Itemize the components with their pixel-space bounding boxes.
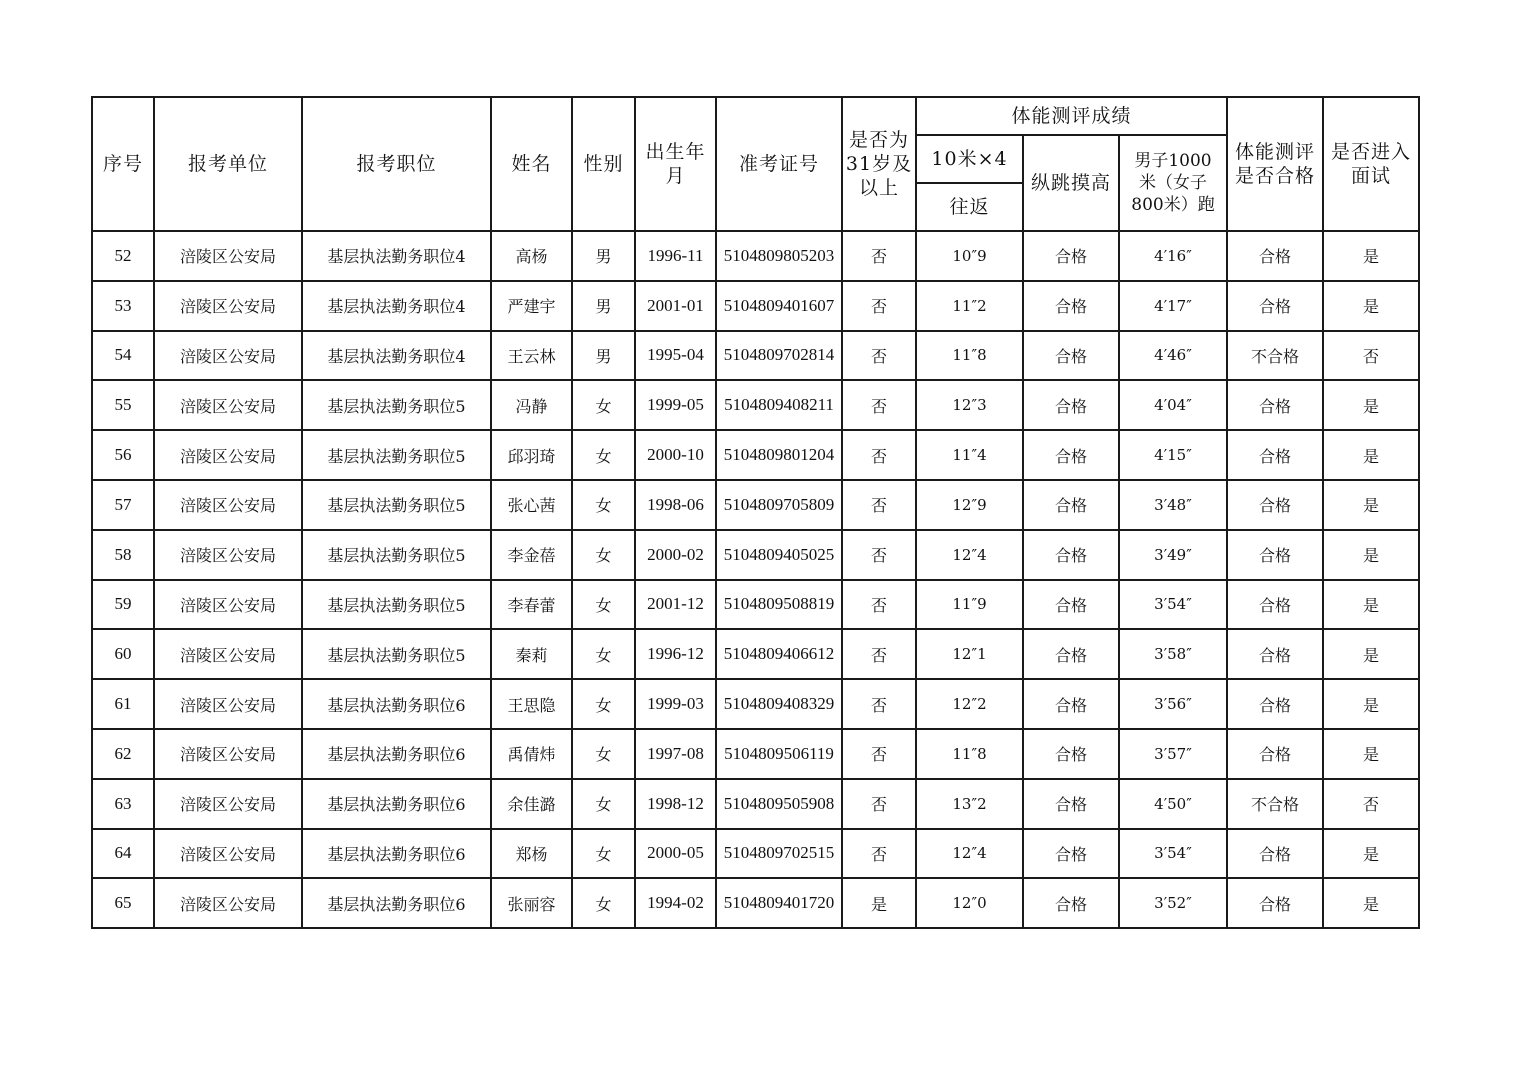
cell-pass: 合格 — [1227, 480, 1323, 530]
cell-position: 基层执法勤务职位6 — [302, 679, 491, 729]
cell-gender: 男 — [572, 281, 635, 331]
cell-seq: 57 — [92, 480, 154, 530]
cell-age31: 否 — [842, 430, 916, 480]
cell-exam-no: 5104809705809 — [716, 480, 842, 530]
cell-age31: 否 — [842, 679, 916, 729]
table-row — [92, 679, 1419, 729]
cell-name: 张丽容 — [491, 878, 572, 928]
cell-position: 基层执法勤务职位5 — [302, 580, 491, 630]
cell-jump: 合格 — [1023, 580, 1119, 630]
cell-interview: 是 — [1323, 231, 1419, 281]
cell-seq: 55 — [92, 380, 154, 430]
cell-gender: 女 — [572, 829, 635, 879]
cell-position: 基层执法勤务职位6 — [302, 779, 491, 829]
cell-exam-no: 5104809401607 — [716, 281, 842, 331]
cell-interview: 是 — [1323, 829, 1419, 879]
fitness-results-table — [91, 96, 1420, 929]
header-run-line-1: 男子1000 — [1134, 151, 1212, 171]
cell-gender: 女 — [572, 779, 635, 829]
cell-jump: 合格 — [1023, 878, 1119, 928]
cell-interview: 是 — [1323, 530, 1419, 580]
cell-jump: 合格 — [1023, 629, 1119, 679]
cell-shuttle: 12″1 — [916, 629, 1023, 679]
header-fitness-group: 体能测评成绩 — [916, 97, 1227, 135]
cell-unit: 涪陵区公安局 — [154, 729, 302, 779]
table-row — [92, 530, 1419, 580]
cell-shuttle: 13″2 — [916, 779, 1023, 829]
header-interview-line-1: 是否进入 — [1330, 141, 1411, 163]
cell-age31: 否 — [842, 231, 916, 281]
cell-interview: 是 — [1323, 430, 1419, 480]
cell-interview: 否 — [1323, 331, 1419, 381]
cell-exam-no: 5104809506119 — [716, 729, 842, 779]
cell-gender: 女 — [572, 878, 635, 928]
cell-birth: 1998-12 — [635, 779, 716, 829]
cell-gender: 女 — [572, 729, 635, 779]
cell-shuttle: 11″4 — [916, 430, 1023, 480]
cell-gender: 女 — [572, 380, 635, 430]
header-age31-line-2: 31岁及 — [845, 153, 913, 175]
cell-position: 基层执法勤务职位5 — [302, 629, 491, 679]
cell-age31: 否 — [842, 480, 916, 530]
cell-position: 基层执法勤务职位5 — [302, 530, 491, 580]
cell-age31: 否 — [842, 729, 916, 779]
cell-name: 郑杨 — [491, 829, 572, 879]
cell-gender: 男 — [572, 231, 635, 281]
cell-gender: 女 — [572, 530, 635, 580]
cell-pass: 合格 — [1227, 231, 1323, 281]
cell-interview: 是 — [1323, 281, 1419, 331]
cell-birth: 1999-03 — [635, 679, 716, 729]
cell-position: 基层执法勤务职位6 — [302, 878, 491, 928]
cell-birth: 1996-11 — [635, 231, 716, 281]
cell-jump: 合格 — [1023, 480, 1119, 530]
cell-exam-no: 5104809408211 — [716, 380, 842, 430]
table-row — [92, 480, 1419, 530]
cell-name: 李金蓓 — [491, 530, 572, 580]
cell-jump: 合格 — [1023, 530, 1119, 580]
cell-position: 基层执法勤务职位5 — [302, 480, 491, 530]
cell-run: 3′54″ — [1119, 580, 1227, 630]
cell-shuttle: 12″3 — [916, 380, 1023, 430]
cell-exam-no: 5104809406612 — [716, 629, 842, 679]
cell-run: 3′49″ — [1119, 530, 1227, 580]
table-row — [92, 281, 1419, 331]
table-body — [92, 231, 1419, 928]
table-row — [92, 629, 1419, 679]
cell-shuttle: 11″8 — [916, 331, 1023, 381]
cell-run: 4′46″ — [1119, 331, 1227, 381]
header-name: 姓名 — [491, 97, 572, 231]
cell-gender: 女 — [572, 430, 635, 480]
cell-interview: 是 — [1323, 580, 1419, 630]
cell-shuttle: 12″4 — [916, 829, 1023, 879]
cell-run: 4′04″ — [1119, 380, 1227, 430]
header-birth-line-1: 出生年 — [645, 141, 706, 163]
cell-age31: 是 — [842, 878, 916, 928]
cell-interview: 是 — [1323, 679, 1419, 729]
header-run — [1119, 135, 1227, 231]
table-row — [92, 231, 1419, 281]
cell-interview: 是 — [1323, 480, 1419, 530]
cell-age31: 否 — [842, 380, 916, 430]
cell-pass: 不合格 — [1227, 779, 1323, 829]
cell-run: 3′48″ — [1119, 480, 1227, 530]
cell-seq: 64 — [92, 829, 154, 879]
cell-age31: 否 — [842, 530, 916, 580]
cell-unit: 涪陵区公安局 — [154, 331, 302, 381]
cell-seq: 53 — [92, 281, 154, 331]
cell-pass: 合格 — [1227, 281, 1323, 331]
cell-shuttle: 11″9 — [916, 580, 1023, 630]
header-pass — [1227, 97, 1323, 231]
cell-position: 基层执法勤务职位6 — [302, 829, 491, 879]
cell-pass: 合格 — [1227, 430, 1323, 480]
cell-unit: 涪陵区公安局 — [154, 231, 302, 281]
cell-name: 严建宇 — [491, 281, 572, 331]
cell-shuttle: 11″2 — [916, 281, 1023, 331]
cell-pass: 合格 — [1227, 679, 1323, 729]
cell-name: 禹倩炜 — [491, 729, 572, 779]
cell-jump: 合格 — [1023, 829, 1119, 879]
table-row — [92, 380, 1419, 430]
cell-exam-no: 5104809702515 — [716, 829, 842, 879]
cell-unit: 涪陵区公安局 — [154, 629, 302, 679]
cell-gender: 男 — [572, 331, 635, 381]
cell-seq: 65 — [92, 878, 154, 928]
cell-unit: 涪陵区公安局 — [154, 878, 302, 928]
cell-seq: 58 — [92, 530, 154, 580]
table-row — [92, 779, 1419, 829]
cell-age31: 否 — [842, 580, 916, 630]
cell-birth: 1998-06 — [635, 480, 716, 530]
cell-position: 基层执法勤务职位4 — [302, 331, 491, 381]
cell-pass: 不合格 — [1227, 331, 1323, 381]
cell-interview: 是 — [1323, 729, 1419, 779]
cell-interview: 是 — [1323, 380, 1419, 430]
cell-name: 王思隐 — [491, 679, 572, 729]
cell-birth: 2000-05 — [635, 829, 716, 879]
cell-run: 4′50″ — [1119, 779, 1227, 829]
header-run-line-2: 米（女子 — [1139, 173, 1207, 193]
header-gender: 性别 — [572, 97, 635, 231]
header-jump: 纵跳摸高 — [1023, 135, 1119, 231]
cell-jump: 合格 — [1023, 679, 1119, 729]
cell-name: 王云林 — [491, 331, 572, 381]
cell-age31: 否 — [842, 829, 916, 879]
cell-birth: 1996-12 — [635, 629, 716, 679]
cell-pass: 合格 — [1227, 530, 1323, 580]
cell-position: 基层执法勤务职位6 — [302, 729, 491, 779]
cell-run: 3′54″ — [1119, 829, 1227, 879]
cell-age31: 否 — [842, 331, 916, 381]
cell-run: 4′15″ — [1119, 430, 1227, 480]
cell-exam-no: 5104809801204 — [716, 430, 842, 480]
cell-age31: 否 — [842, 281, 916, 331]
cell-name: 冯静 — [491, 380, 572, 430]
cell-run: 3′57″ — [1119, 729, 1227, 779]
cell-jump: 合格 — [1023, 380, 1119, 430]
cell-exam-no: 5104809505908 — [716, 779, 842, 829]
header-pass-line-2: 是否合格 — [1234, 165, 1315, 187]
cell-interview: 否 — [1323, 779, 1419, 829]
cell-pass: 合格 — [1227, 629, 1323, 679]
cell-position: 基层执法勤务职位4 — [302, 231, 491, 281]
cell-seq: 56 — [92, 430, 154, 480]
table-row — [92, 729, 1419, 779]
cell-shuttle: 11″8 — [916, 729, 1023, 779]
table-row — [92, 430, 1419, 480]
cell-seq: 59 — [92, 580, 154, 630]
cell-unit: 涪陵区公安局 — [154, 530, 302, 580]
cell-unit: 涪陵区公安局 — [154, 380, 302, 430]
cell-exam-no: 5104809401720 — [716, 878, 842, 928]
cell-exam-no: 5104809508819 — [716, 580, 842, 630]
cell-unit: 涪陵区公安局 — [154, 281, 302, 331]
table-row — [92, 829, 1419, 879]
cell-gender: 女 — [572, 679, 635, 729]
cell-pass: 合格 — [1227, 878, 1323, 928]
cell-unit: 涪陵区公安局 — [154, 779, 302, 829]
cell-seq: 60 — [92, 629, 154, 679]
header-seq: 序号 — [92, 97, 154, 231]
table-row — [92, 331, 1419, 381]
cell-birth: 1994-02 — [635, 878, 716, 928]
cell-seq: 61 — [92, 679, 154, 729]
cell-unit: 涪陵区公安局 — [154, 430, 302, 480]
cell-jump: 合格 — [1023, 331, 1119, 381]
cell-name: 高杨 — [491, 231, 572, 281]
cell-unit: 涪陵区公安局 — [154, 829, 302, 879]
cell-position: 基层执法勤务职位4 — [302, 281, 491, 331]
cell-age31: 否 — [842, 779, 916, 829]
cell-birth: 1999-05 — [635, 380, 716, 430]
cell-birth: 1997-08 — [635, 729, 716, 779]
header-run-line-3: 800米）跑 — [1131, 195, 1215, 215]
cell-exam-no: 5104809805203 — [716, 231, 842, 281]
cell-run: 3′58″ — [1119, 629, 1227, 679]
cell-interview: 是 — [1323, 878, 1419, 928]
header-age31-line-3: 以上 — [858, 177, 899, 199]
cell-shuttle: 12″2 — [916, 679, 1023, 729]
table-header — [92, 97, 1419, 231]
header-birth — [635, 97, 716, 231]
header-age31-line-1: 是否为 — [848, 129, 909, 151]
cell-pass: 合格 — [1227, 829, 1323, 879]
cell-birth: 2001-01 — [635, 281, 716, 331]
cell-gender: 女 — [572, 580, 635, 630]
cell-run: 3′52″ — [1119, 878, 1227, 928]
cell-birth: 2000-10 — [635, 430, 716, 480]
cell-jump: 合格 — [1023, 430, 1119, 480]
cell-shuttle: 12″4 — [916, 530, 1023, 580]
header-interview-line-2: 面试 — [1350, 165, 1391, 187]
cell-jump: 合格 — [1023, 779, 1119, 829]
cell-name: 邱羽琦 — [491, 430, 572, 480]
header-exam-no: 准考证号 — [716, 97, 842, 231]
cell-interview: 是 — [1323, 629, 1419, 679]
cell-seq: 54 — [92, 331, 154, 381]
cell-jump: 合格 — [1023, 281, 1119, 331]
cell-unit: 涪陵区公安局 — [154, 480, 302, 530]
cell-shuttle: 12″9 — [916, 480, 1023, 530]
cell-birth: 1995-04 — [635, 331, 716, 381]
cell-exam-no: 5104809405025 — [716, 530, 842, 580]
cell-run: 4′17″ — [1119, 281, 1227, 331]
cell-position: 基层执法勤务职位5 — [302, 430, 491, 480]
cell-position: 基层执法勤务职位5 — [302, 380, 491, 430]
cell-pass: 合格 — [1227, 380, 1323, 430]
cell-name: 李春蕾 — [491, 580, 572, 630]
cell-exam-no: 5104809408329 — [716, 679, 842, 729]
cell-age31: 否 — [842, 629, 916, 679]
cell-pass: 合格 — [1227, 729, 1323, 779]
cell-shuttle: 12″0 — [916, 878, 1023, 928]
cell-unit: 涪陵区公安局 — [154, 580, 302, 630]
cell-name: 余佳潞 — [491, 779, 572, 829]
cell-jump: 合格 — [1023, 729, 1119, 779]
header-position: 报考职位 — [302, 97, 491, 231]
header-shuttle-bottom: 往返 — [916, 183, 1023, 231]
cell-gender: 女 — [572, 629, 635, 679]
cell-run: 3′56″ — [1119, 679, 1227, 729]
cell-shuttle: 10″9 — [916, 231, 1023, 281]
cell-birth: 2001-12 — [635, 580, 716, 630]
cell-gender: 女 — [572, 480, 635, 530]
cell-seq: 52 — [92, 231, 154, 281]
header-unit: 报考单位 — [154, 97, 302, 231]
cell-name: 张心茜 — [491, 480, 572, 530]
header-age31 — [842, 97, 916, 231]
cell-jump: 合格 — [1023, 231, 1119, 281]
cell-exam-no: 5104809702814 — [716, 331, 842, 381]
table-row — [92, 878, 1419, 928]
table-row — [92, 580, 1419, 630]
header-birth-line-2: 月 — [665, 165, 686, 187]
cell-run: 4′16″ — [1119, 231, 1227, 281]
cell-seq: 63 — [92, 779, 154, 829]
cell-name: 秦莉 — [491, 629, 572, 679]
header-pass-line-1: 体能测评 — [1234, 141, 1315, 163]
cell-pass: 合格 — [1227, 580, 1323, 630]
cell-seq: 62 — [92, 729, 154, 779]
header-shuttle-top: 10米×4 — [916, 135, 1023, 183]
cell-unit: 涪陵区公安局 — [154, 679, 302, 729]
cell-birth: 2000-02 — [635, 530, 716, 580]
header-interview — [1323, 97, 1419, 231]
